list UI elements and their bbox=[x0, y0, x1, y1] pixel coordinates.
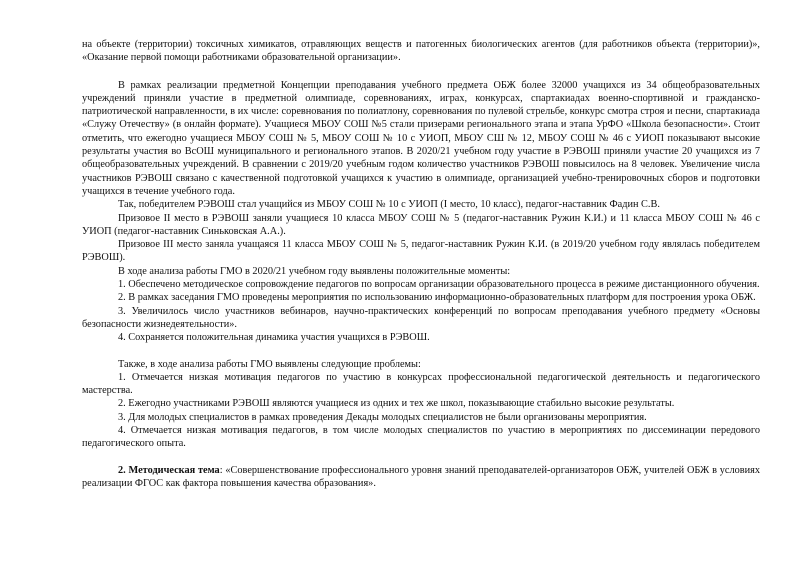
spacer bbox=[82, 345, 760, 358]
problem-item: 4. Отмечается низкая мотивация педагогов, в том числе молодых специалистов по участию в мероприятиях по диссеминации передового педагогического опыта. bbox=[82, 425, 760, 450]
paragraph-concept: В рамках реализации предметной Концепции преподавания учебного предмета ОБЖ более 32000 учащихся из 34 общеобразовательных учреждений приняли участие в предметной олимпиаде, соревнованиях, играх, конкурсах, спартакиадах военно-спортивной и гражданско-патриотической направленности, в их числе: соревнования по полиатлону, соревнования по пулевой стрельбе, конкурс смотра строя и песни, спартакиада «Служу Отечеству» (в онлайн формате). Учащиеся МБОУ СОШ №5 стали призерами регионального этапа и этапа УрФО «Школа безопасности». Стоит отметить, что ежегодно учащиеся МБОУ СОШ № 5, МБОУ СОШ № 10 с УИОП, МБОУ СШ № 12, МБОУ СОШ № 46 с УИОП показывают высокие результаты участия во ВсОШ муниципального и регионального этапов. В 2020/21 учебном году участие в РЭВОШ приняли участие 20 учащихся из 7 общеобразовательных учреждений. В сравнении с 2019/20 учебным годом количество участников РЭВОШ повысилось на 8 человек. Увеличение числа участников РЭВОШ связано с качественной подготовкой учащихся к участию в олимпиаде, организацией учебно-тренировочных сборов и подготовки учащихся в течение учебного года. bbox=[82, 79, 760, 197]
positive-intro: В ходе анализа работы ГМО в 2020/21 учебном году выявлены положительные моменты: bbox=[118, 265, 511, 277]
methodical-theme-label: 2. Методическая тема bbox=[118, 464, 220, 476]
paragraph-winner: Так, победителем РЭВОШ стал учащийся из МБОУ СОШ № 10 с УИОП (I место, 10 класс), педагог-наставник Фадин С.В. bbox=[118, 199, 660, 211]
document-page bbox=[82, 38, 760, 490]
methodical-theme bbox=[82, 464, 760, 491]
positive-item: 3. Увеличилось число участников вебинаров, научно-практических конференций по вопросам преподавания учебного предмету «Основы безопасности жизнедеятельности». bbox=[82, 305, 760, 330]
positive-item: 2. В рамках заседания ГМО проведены мероприятия по использованию информационно-образовательных платформ для построения урока ОБЖ. bbox=[118, 292, 756, 304]
methodical-theme-text: : «Совершенствование профессионального уровня знаний преподавателей-организаторов ОБЖ, учителей ОБЖ в условиях реализации ФГОС как фактора повышения качества образования». bbox=[82, 464, 761, 489]
paragraph-continuation: на объекте (территории) токсичных химикатов, отравляющих веществ и патогенных биологических агентов (для работников объекта (территории)», «Оказание первой помощи работниками образовательной организации». bbox=[82, 39, 760, 64]
spacer bbox=[82, 451, 760, 464]
problems-intro: Также, в ходе анализа работы ГМО выявлены следующие проблемы: bbox=[118, 358, 421, 370]
paragraph-third-place: Призовое III место заняла учащаяся 11 класса МБОУ СОШ № 5, педагог-наставник Ружин К.И. (в 2019/20 учебном году являлась победителем РЭВОШ). bbox=[82, 239, 760, 264]
positive-item: 4. Сохраняется положительная динамика участия учащихся в РЭВОШ. bbox=[118, 332, 430, 344]
positive-item: 1. Обеспечено методическое сопровождение педагогов по вопросам организации образовательного процесса в режиме дистанционного обучения. bbox=[118, 279, 760, 291]
problem-item: 1. Отмечается низкая мотивация педагогов по участию в конкурсах профессиональной педагогической деятельность и педагогического мастерства. bbox=[82, 371, 760, 397]
problem-item: 3. Для молодых специалистов в рамках проведения Декады молодых специалистов не были организованы мероприятия. bbox=[118, 411, 647, 423]
paragraph-second-place: Призовое II место в РЭВОШ заняли учащиеся 10 класса МБОУ СОШ № 5 (педагог-наставник Ружин К.И.) и 11 класса МБОУ СОШ № 46 с УИОП (педагог-наставник Синьковская А.А.). bbox=[82, 212, 760, 237]
spacer bbox=[82, 65, 760, 79]
problem-item: 2. Ежегодно участниками РЭВОШ являются учащиеся из одних и тех же школ, показывающие стабильно высокие результаты. bbox=[118, 398, 675, 410]
